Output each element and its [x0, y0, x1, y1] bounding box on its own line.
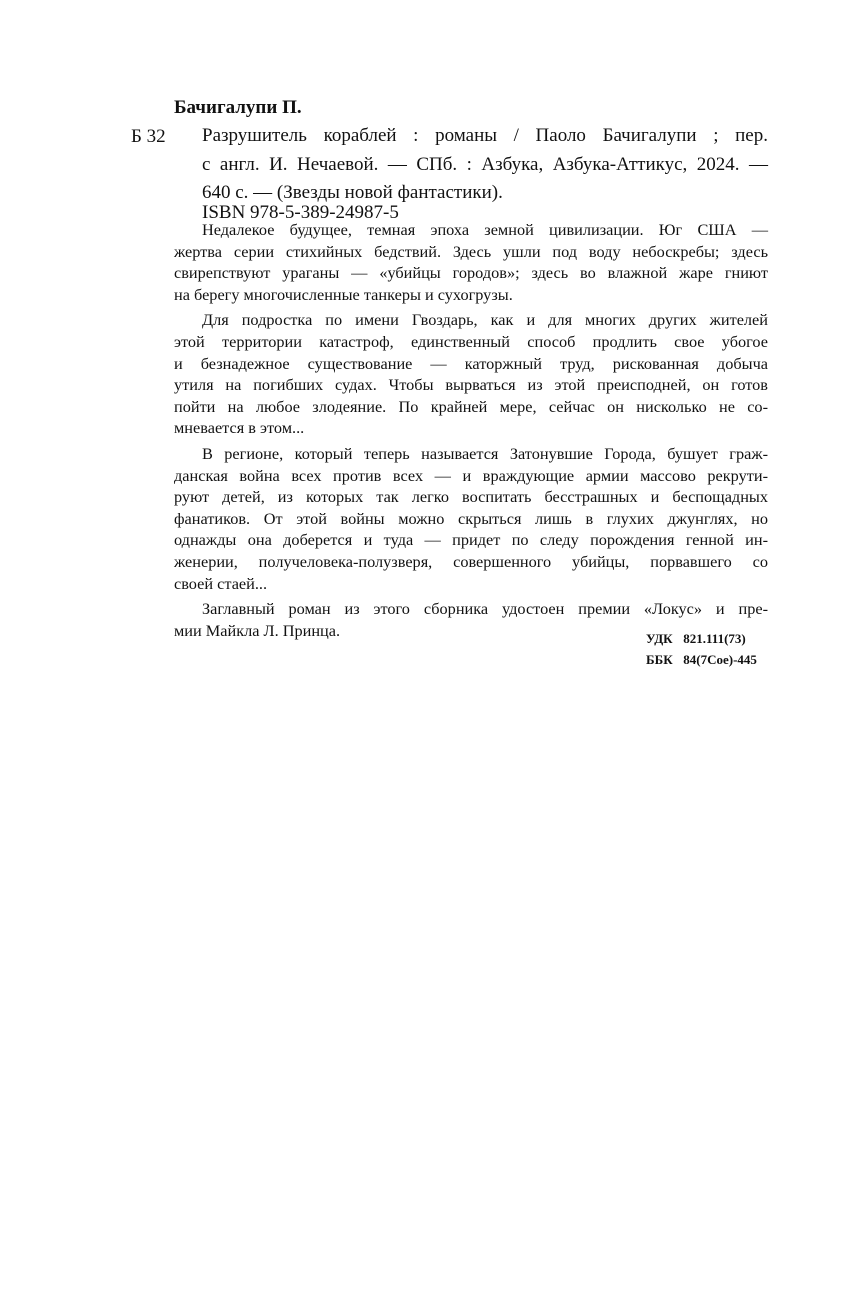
annotation-paragraph	[174, 219, 768, 305]
isbn: ISBN 978-5-389-24987-5	[202, 202, 399, 223]
bbk-row	[646, 649, 757, 670]
annotation-line: данская война всех против всех — и враждующие армии массово рекрути-	[174, 465, 768, 485]
annotation-line: мии Майкла Л. Принца.	[174, 620, 341, 640]
annotation-line: руют детей, из которых так легко воспитать бесстрашных и беспощадных	[174, 487, 768, 507]
annotation-line: Для подростка по имени Гвоздарь, как и для многих других жителей	[202, 310, 768, 330]
annotation-paragraph	[174, 309, 768, 439]
bibliographic-record	[202, 122, 768, 208]
annotation	[174, 219, 768, 645]
annotation-line: женерии, получеловека-полузверя, совершенного убийцы, порвавшего со	[174, 551, 768, 571]
bbk-value: 84(7Сое)-445	[683, 652, 757, 667]
annotation-line: и безнадежное существование — каторжный труд, рискованная добыча	[174, 353, 768, 373]
catalog-code: Б 32	[131, 126, 166, 147]
classification-block	[646, 628, 757, 670]
udk-value: 821.111(73)	[683, 631, 746, 646]
annotation-line: своей стаей...	[174, 573, 268, 593]
annotation-line: утиля на погибших судах. Чтобы вырваться из этой преисподней, он готов	[174, 375, 768, 395]
annotation-line: жертва серии стихийных бедствий. Здесь ушли под воду небоскребы; здесь	[174, 241, 768, 261]
annotation-line: однажды она доберется и туда — придет по следу порождения генной ин-	[174, 530, 768, 550]
annotation-line: мневается в этом...	[174, 418, 305, 438]
annotation-line: на берегу многочисленные танкеры и сухогрузы.	[174, 284, 513, 304]
annotation-line: пойти на любое злодеяние. По крайней мере, сейчас он нисколько не со-	[174, 396, 768, 416]
annotation-line: этой территории катастроф, единственный способ продлить свое убогое	[174, 331, 768, 351]
bibliographic-line: с англ. И. Нечаевой. — СПб. : Азбука, Азбука-Аттикус, 2024. —	[202, 153, 768, 175]
annotation-line: фанатиков. От этой войны можно скрыться лишь в глухих джунглях, но	[174, 508, 768, 528]
annotation-line: В регионе, который теперь называется Затонувшие Города, бушует граж-	[202, 443, 768, 463]
annotation-line: Заглавный роман из этого сборника удостоен премии «Локус» и пре-	[202, 599, 768, 619]
bibliographic-line: Разрушитель кораблей : романы / Паоло Бачигалупи ; пер.	[202, 125, 768, 146]
udk-label: УДК	[646, 631, 673, 646]
bibliographic-line: 640 с. — (Звезды новой фантастики).	[202, 182, 503, 203]
annotation-line: свирепствуют ураганы — «убийцы городов»; здесь во влажной жаре гниют	[174, 263, 768, 283]
author-heading: Бачигалупи П.	[174, 97, 302, 118]
annotation-line: Недалекое будущее, темная эпоха земной цивилизации. Юг США —	[202, 220, 768, 239]
udk-row	[646, 628, 757, 649]
bbk-label: ББК	[646, 652, 673, 667]
annotation-paragraph	[174, 443, 768, 594]
